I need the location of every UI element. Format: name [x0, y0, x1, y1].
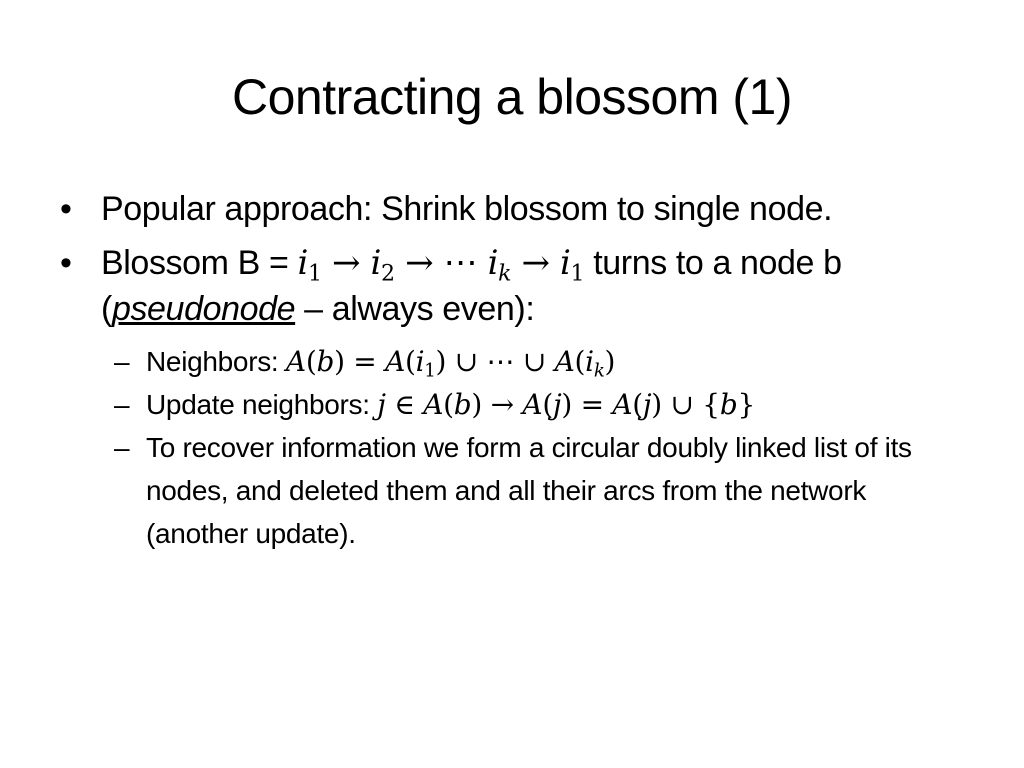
bullet-list — [58, 186, 958, 555]
bullet-dot: • — [60, 244, 72, 282]
neighbors-formula: $A(b) = A(i_1)$ ∪ ⋯ ∪ $A(i_k)$ — [285, 345, 616, 382]
sub-bullet-text: To recover information we form a circular doubly linked list of its nodes, and deleted them and all their arcs from the network (another update). — [146, 432, 912, 549]
sub-bullet-dash: – — [114, 346, 130, 377]
bullet-text: Popular approach: Shrink blossom to single node. — [101, 190, 833, 228]
update-neighbors-formula: j ∈ A(b) → A(j) = A(j) ∪ {b} — [377, 388, 755, 421]
sub-bullet-dash: – — [114, 432, 130, 463]
bullet-dot: • — [60, 190, 72, 228]
bullet-text: turns to a node b ( — [101, 244, 842, 328]
sub-bullet-text: Neighbors: — [146, 346, 286, 377]
bullet-text: Blossom B = — [101, 244, 298, 282]
sub-bullet-dash: – — [114, 389, 130, 420]
sub-bullet-item — [114, 340, 946, 383]
sub-bullet-item — [114, 383, 946, 426]
bullet-text: – always even): — [295, 290, 535, 328]
slide-title: Contracting a blossom (1) — [232, 69, 792, 125]
sub-bullet-item — [114, 426, 946, 555]
bullet-item — [58, 186, 958, 232]
blossom-cycle-formula: $i_1 \to i_2$ → ⋯ $i_k \to i_1$ — [297, 243, 585, 287]
sub-bullet-text: Update neighbors: — [146, 389, 378, 420]
pseudonode-term: pseudonode — [111, 290, 296, 328]
bullet-item — [58, 240, 958, 332]
